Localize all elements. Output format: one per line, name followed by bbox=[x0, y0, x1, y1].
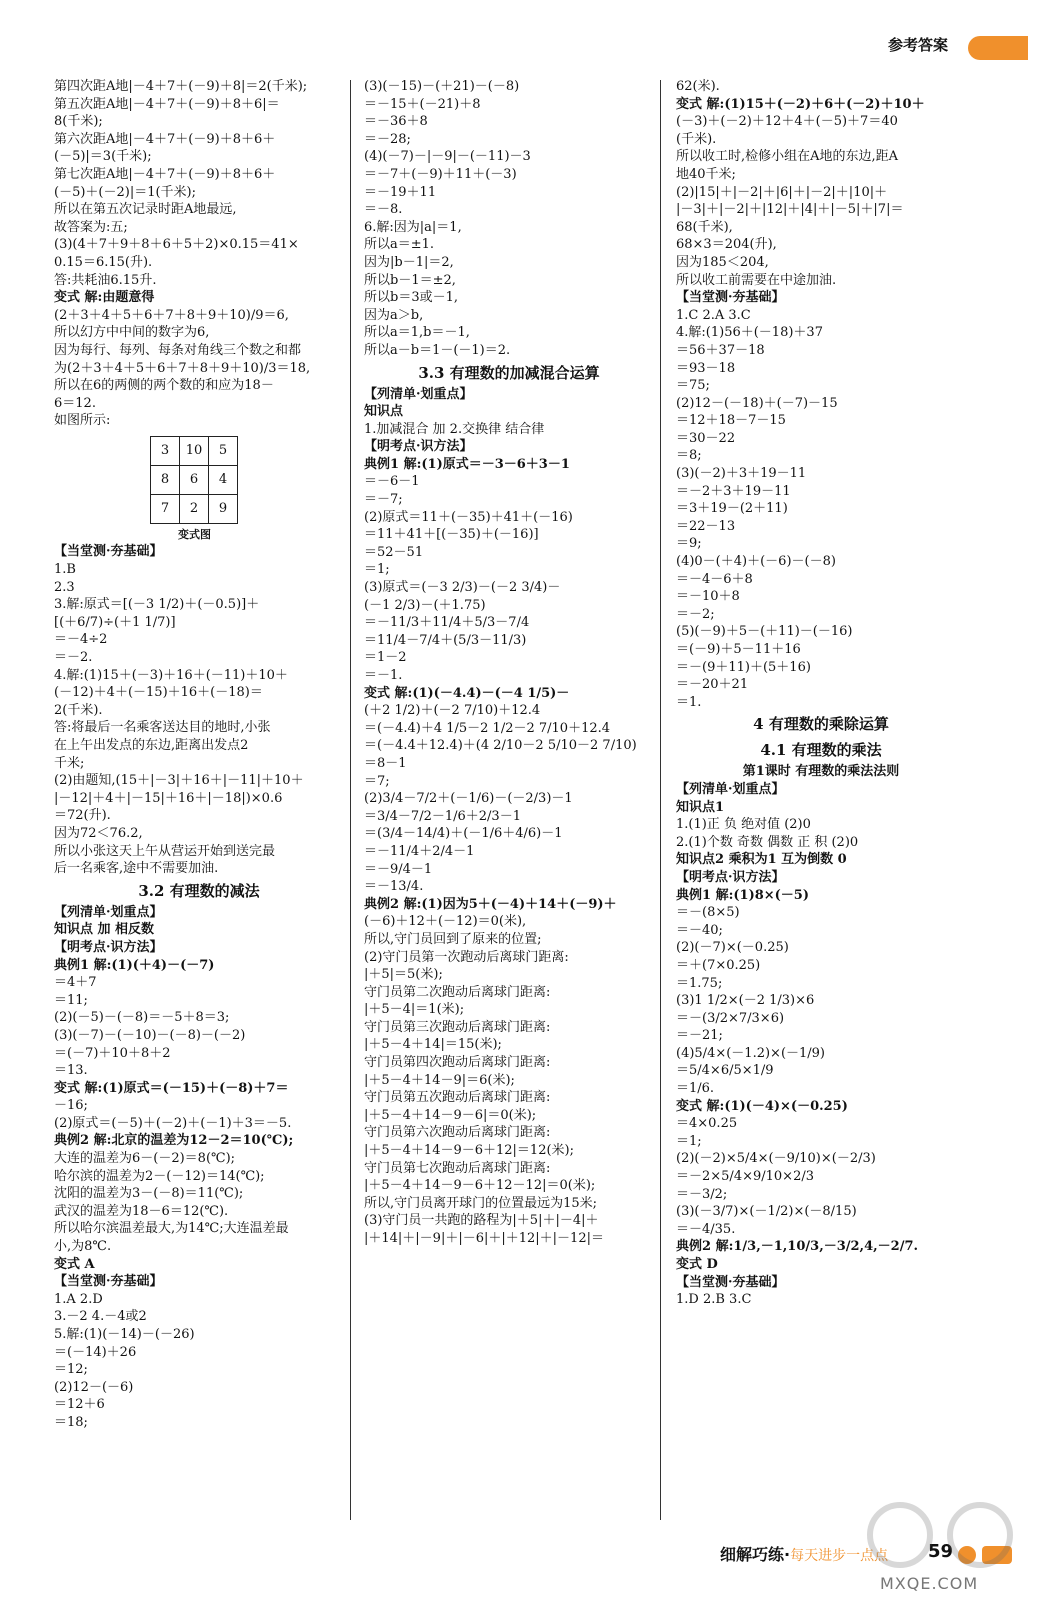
text-line: 【当堂测·夯基础】 bbox=[676, 290, 785, 306]
text-line: 第七次距A地|－4＋7＋(－9)＋8＋6＋ bbox=[54, 166, 276, 182]
text-line: 第五次距A地|－4＋7＋(－9)＋8＋6|＝ bbox=[54, 96, 280, 112]
magic-row bbox=[151, 465, 238, 494]
text-line: ＝－(8×5) bbox=[676, 905, 740, 921]
text-line: 武汉的温差为18－6＝12(℃). bbox=[54, 1203, 229, 1219]
text-line: 4.解:(1)56＋(－18)＋37 bbox=[676, 325, 823, 341]
text-line: ＝－11/3＋11/4＋5/3－7/4 bbox=[364, 615, 530, 631]
text-line: ＝－2×5/4×9/10×2/3 bbox=[676, 1169, 814, 1185]
text-line: (－5)|＝3(千米); bbox=[54, 149, 152, 165]
text-line: 变式 D bbox=[676, 1257, 718, 1272]
text-line: ＝－40; bbox=[676, 922, 723, 938]
text-line: (3)原式＝(－3 2/3)－(－2 3/4)－ bbox=[364, 580, 561, 596]
text-line: (3)(－15)－(＋21)－(－8) bbox=[364, 79, 520, 94]
text-line: 守门员第六次跑动后离球门距离: bbox=[364, 1125, 551, 1141]
text-line: ＝－2; bbox=[676, 606, 715, 622]
text-line: |＋5－4＋14|＝15(米); bbox=[364, 1037, 502, 1053]
text-line: (3)(4＋7＋9＋8＋6＋5＋2)×0.15＝41× bbox=[54, 237, 299, 253]
text-line: ＝(－4.4)＋4 1/5－2 1/2－2 7/10＋12.4 bbox=[364, 720, 611, 736]
text-line: ＝8; bbox=[676, 448, 702, 464]
text-line: (3)守门员一共跑的路程为|＋5|＋|－4|＋ bbox=[364, 1213, 599, 1229]
text-line: 6.解:因为|a|＝1, bbox=[364, 219, 462, 235]
text-line: ＝52－51 bbox=[364, 544, 424, 560]
text-line: －16; bbox=[54, 1098, 88, 1114]
text-line: 4.1 有理数的乘法 bbox=[760, 741, 882, 760]
text-line: 所以a＝1,b＝－1, bbox=[364, 325, 470, 341]
text-line: 【明考点·识方法】 bbox=[676, 869, 785, 885]
text-line: (－12)＋4＋(－15)＋16＋(－18)＝ bbox=[54, 685, 263, 701]
text-line: (2＋3＋4＋5＋6＋7＋8＋9＋10)/9＝6, bbox=[54, 307, 289, 323]
text-line: 2.3 bbox=[54, 579, 75, 595]
text-line: |＋5－4|＝1(米); bbox=[364, 1002, 465, 1018]
text-line: 小,为8℃. bbox=[54, 1239, 112, 1255]
text-line: ＝7; bbox=[364, 773, 390, 789]
text-line: (4)(－7)－|－9|－(－11)－3 bbox=[364, 149, 531, 165]
magic-cell: 2 bbox=[180, 494, 209, 523]
text-line: ＝－21; bbox=[676, 1028, 723, 1044]
text-line: ＝－4－6＋8 bbox=[676, 571, 753, 587]
text-line: ＝12＋18－7－15 bbox=[676, 413, 786, 429]
figure-caption: 变式图 bbox=[178, 527, 211, 541]
text-line: 如图所示: bbox=[54, 413, 111, 429]
text-line: 因为185＜204, bbox=[676, 254, 769, 270]
text-line: ＝－(3/2×7/3×6) bbox=[676, 1010, 785, 1026]
text-line: ＝－7; bbox=[364, 492, 403, 508]
text-line: 所以b＝3或－1, bbox=[364, 290, 458, 306]
text-line: (3)(－3/7)×(－1/2)×(－8/15) bbox=[676, 1204, 857, 1220]
text-line: ＝＋(7×0.25) bbox=[676, 957, 761, 973]
text-line: 典例1 解:(1)8×(－5) bbox=[676, 887, 810, 903]
text-line: ＝(－14)＋26 bbox=[54, 1344, 137, 1360]
text-line: ＝－(9＋11)＋(5＋16) bbox=[676, 659, 811, 675]
footer-slogan: 每天进步一点点 bbox=[790, 1548, 889, 1564]
text-line: ＝(－4.4＋12.4)＋(4 2/10－2 5/10－2 7/10) bbox=[364, 738, 637, 754]
text-line: 所以b－1＝±2, bbox=[364, 272, 456, 288]
text-line: ＝－10＋8 bbox=[676, 589, 740, 605]
text-line: 沈阳的温差为3－(－8)＝11(℃); bbox=[54, 1186, 244, 1202]
text-line: ＝11＋41＋[(－35)＋(－16)] bbox=[364, 527, 539, 543]
text-line: 68×3＝204(升), bbox=[676, 237, 777, 253]
text-line: ＝75; bbox=[676, 378, 710, 394]
text-line: (－1 2/3)－(＋1.75) bbox=[364, 597, 486, 613]
magic-cell: 4 bbox=[209, 465, 238, 494]
text-line: |＋5－4＋14－9－6|＝0(米); bbox=[364, 1107, 537, 1123]
text-line: ＝1; bbox=[676, 1133, 702, 1149]
text-line: 守门员第二次跑动后离球门距离: bbox=[364, 984, 551, 1000]
text-line: ＝72(升). bbox=[54, 808, 111, 824]
text-line: 变式 解:(1)(－4)×(－0.25) bbox=[676, 1098, 848, 1114]
text-line: |－12|＋4＋|－15|＋16＋|－18|)×0.6 bbox=[54, 790, 283, 806]
text-line: 典例2 解:1/3,－1,10/3,－3/2,4,－2/7. bbox=[676, 1239, 919, 1255]
text-line: (＋2 1/2)＋(－2 7/10)＋12.4 bbox=[364, 703, 541, 719]
header-label: 参考答案 bbox=[888, 36, 949, 54]
text-line: ＝－15＋(－21)＋8 bbox=[364, 96, 481, 112]
text-line: |＋5－4＋14－9|＝6(米); bbox=[364, 1072, 515, 1088]
text-line: ＝56＋37－18 bbox=[676, 342, 765, 358]
text-line: ＝1. bbox=[676, 694, 702, 710]
text-line: (3)1 1/2×(－2 1/3)×6 bbox=[676, 993, 815, 1009]
text-line: ＝3＋19－(2＋11) bbox=[676, 501, 788, 517]
text-line: 第四次距A地|－4＋7＋(－9)＋8|＝2(千米); bbox=[54, 79, 308, 94]
text-line: 所以幻方中中间的数字为6, bbox=[54, 325, 210, 341]
text-line: (－6)＋12＋(－12)＝0(米), bbox=[364, 914, 527, 930]
text-line: 知识点1 bbox=[676, 799, 725, 815]
text-line: ＝－28; bbox=[364, 131, 411, 147]
text-line: 地40千米; bbox=[676, 166, 736, 182]
text-line: 1.A 2.D bbox=[54, 1291, 103, 1307]
column-1-top bbox=[54, 78, 344, 430]
column-3 bbox=[676, 78, 966, 1523]
text-line: (2)12－(－6) bbox=[54, 1379, 134, 1395]
text-line: ＝1/6. bbox=[676, 1081, 715, 1097]
text-line: 6＝12. bbox=[54, 395, 96, 411]
text-line: 【明考点·识方法】 bbox=[54, 939, 163, 955]
text-line: 3.解:原式＝[(－3 1/2)＋(－0.5)]＋ bbox=[54, 597, 260, 613]
text-line: 变式 解:(1)15＋(－2)＋6＋(－2)＋10＋ bbox=[676, 96, 925, 112]
text-line: 所以a－b＝1－(－1)＝2. bbox=[364, 342, 511, 358]
text-line: (4)0－(＋4)＋(－6)－(－8) bbox=[676, 554, 836, 570]
text-line: ＝9; bbox=[676, 536, 702, 552]
text-line: (5)(－9)＋5－(＋11)－(－16) bbox=[676, 624, 853, 640]
magic-cell: 9 bbox=[209, 494, 238, 523]
text-line: 1.D 2.B 3.C bbox=[676, 1292, 752, 1308]
text-line: ＝12＋6 bbox=[54, 1397, 105, 1413]
text-line: 因为72＜76.2, bbox=[54, 825, 143, 841]
text-line: ＝1; bbox=[364, 562, 390, 578]
text-line: 4 有理数的乘除运算 bbox=[753, 715, 889, 734]
text-line: ＝－1. bbox=[364, 668, 403, 683]
text-line: |－3|＋|－2|＋|12|＋|4|＋|－5|＋|7|＝ bbox=[676, 202, 904, 218]
column-divider bbox=[660, 80, 661, 1520]
text-line: (3)(－7)－(－10)－(－8)－(－2) bbox=[54, 1027, 246, 1043]
text-line: 典例2 解:(1)因为5＋(－4)＋14＋(－9)＋ bbox=[364, 896, 617, 912]
footer-brand: 细解巧练· bbox=[720, 1545, 791, 1564]
text-line: |＋5－4＋14－9－6＋12－12|＝0(米); bbox=[364, 1178, 596, 1194]
text-line: 守门员第五次跑动后离球门距离: bbox=[364, 1090, 551, 1106]
text-line: ＝－11/4＋2/4－1 bbox=[364, 843, 475, 859]
text-line: 守门员第三次跑动后离球门距离: bbox=[364, 1019, 551, 1035]
text-line: (－5)＋(－2)|＝1(千米); bbox=[54, 184, 197, 200]
text-line: 【列清单·划重点】 bbox=[54, 904, 163, 920]
text-line: 所以收工前需要在中途加油. bbox=[676, 272, 837, 288]
text-line: 知识点 加 相反数 bbox=[54, 922, 155, 938]
magic-row bbox=[151, 436, 238, 465]
magic-cell: 6 bbox=[180, 465, 209, 494]
text-line: 典例1 解:(1)(＋4)－(－7) bbox=[54, 957, 215, 973]
text-line: ＝－3/2; bbox=[676, 1186, 728, 1202]
magic-cell: 5 bbox=[209, 436, 238, 465]
text-line: 守门员第七次跑动后离球门距离: bbox=[364, 1160, 551, 1176]
text-line: 【当堂测·夯基础】 bbox=[54, 1274, 163, 1290]
text-line: 所以哈尔滨温差最大,为14℃;大连温差最 bbox=[54, 1221, 289, 1237]
text-line: 在上午出发点的东边,距离出发点2 bbox=[54, 738, 249, 753]
text-line: ＝－9/4－1 bbox=[364, 861, 433, 877]
text-line: 第1课时 有理数的乘法法则 bbox=[742, 764, 900, 780]
text-line: 1.C 2.A 3.C bbox=[676, 307, 751, 323]
text-line: 千米; bbox=[54, 755, 85, 771]
text-line: 2.(1)个数 奇数 偶数 正 积 (2)0 bbox=[676, 834, 859, 850]
text-line: 8(千米); bbox=[54, 114, 103, 130]
text-line: ＝13. bbox=[54, 1063, 88, 1079]
text-line: (2)|15|＋|－2|＋|6|＋|－2|＋|10|＋ bbox=[676, 184, 888, 200]
text-line: (3)(－2)＋3＋19－11 bbox=[676, 466, 807, 482]
column-divider bbox=[350, 80, 351, 1520]
text-line: 62(米). bbox=[676, 79, 720, 94]
text-line: ＝22－13 bbox=[676, 518, 736, 534]
text-line: (2)3/4－7/2＋(－1/6)－(－2/3)－1 bbox=[364, 791, 573, 807]
text-line: (2)由题知,(15＋|－3|＋16＋|－11|＋10＋ bbox=[54, 773, 304, 789]
column-1 bbox=[54, 78, 344, 1523]
text-line: 1.加减混合 加 2.交换律 结合律 bbox=[364, 421, 545, 437]
text-line: 后一名乘客,途中不需要加油. bbox=[54, 861, 219, 877]
text-line: ＝－13/4. bbox=[364, 879, 424, 895]
text-line: 知识点 bbox=[364, 404, 404, 420]
text-line: 2(千米). bbox=[54, 702, 103, 718]
text-line: (2)(－2)×5/4×(－9/10)×(－2/3) bbox=[676, 1151, 876, 1167]
text-line: 【列清单·划重点】 bbox=[676, 781, 785, 797]
magic-square-figure bbox=[54, 436, 344, 544]
text-line: 所以收工时,检修小组在A地的东边,距A bbox=[676, 149, 899, 165]
text-line: ＝(3/4－14/4)＋(－1/6＋4/6)－1 bbox=[364, 826, 563, 842]
text-line: 答:将最后一名乘客送达目的地时,小张 bbox=[54, 720, 271, 736]
text-line: 所以小张这天上午从营运开始到送完最 bbox=[54, 843, 276, 859]
text-line: ＝(－9)＋5－11＋16 bbox=[676, 642, 801, 657]
text-line: 所以在第五次记录时距A地最远, bbox=[54, 202, 237, 218]
text-line: ＝－8. bbox=[364, 202, 403, 218]
text-line: 所以在6的两侧的两个数的和应为18－ bbox=[54, 378, 274, 394]
text-line: ＝93－18 bbox=[676, 360, 736, 376]
text-line: 典例1 解:(1)原式＝－3－6＋3－1 bbox=[364, 456, 570, 472]
text-line: (2)原式＝11＋(－35)＋41＋(－16) bbox=[364, 509, 573, 525]
text-line: 守门员第四次跑动后离球门距离: bbox=[364, 1055, 551, 1071]
text-line: 因为|b－1|＝2, bbox=[364, 254, 454, 270]
text-line: 4.解:(1)15＋(－3)＋16＋(－11)＋10＋ bbox=[54, 667, 288, 683]
text-line: ＝－2＋3＋19－11 bbox=[676, 483, 791, 499]
magic-cell: 10 bbox=[180, 436, 209, 465]
page-number: 59 bbox=[928, 1541, 954, 1562]
text-line: ＝4＋7 bbox=[54, 975, 97, 991]
text-line: ＝3/4－7/2－1/6＋2/3－1 bbox=[364, 808, 521, 824]
column-1-bottom bbox=[54, 543, 344, 1431]
text-line: ＝－2. bbox=[54, 650, 93, 666]
text-line: ＝－4/35. bbox=[676, 1221, 736, 1237]
text-line: 5.解:(1)(－14)－(－26) bbox=[54, 1327, 195, 1342]
text-line: (2)守门员第一次跑动后离球门距离: bbox=[364, 949, 569, 965]
text-line: 1.B bbox=[54, 562, 76, 578]
text-line: |＋14|＋|－9|＋|－6|＋|＋12|＋|－12|＝ bbox=[364, 1231, 604, 1246]
text-line: 变式 解:由题意得 bbox=[54, 290, 155, 306]
text-line: ＝5/4×6/5×1/9 bbox=[676, 1063, 774, 1079]
text-line: ＝1.75; bbox=[676, 975, 723, 991]
text-line: ＝－6－1 bbox=[364, 474, 420, 490]
text-line: 故答案为:五; bbox=[54, 219, 128, 235]
text-line: ＝－20＋21 bbox=[676, 677, 749, 693]
text-line: ＝11; bbox=[54, 992, 88, 1008]
text-line: ＝12; bbox=[54, 1362, 88, 1378]
header-tab-decoration bbox=[968, 36, 1028, 60]
text-line: 3.3 有理数的加减混合运算 bbox=[418, 363, 600, 382]
text-line: ＝(－7)＋10＋8＋2 bbox=[54, 1045, 171, 1061]
text-line: 因为a＞b, bbox=[364, 307, 424, 323]
text-line: 【当堂测·夯基础】 bbox=[54, 544, 163, 560]
text-line: 为(2＋3＋4＋5＋6＋7＋8＋9＋10)/3＝18, bbox=[54, 360, 311, 376]
text-line: (－3)＋(－2)＋12＋4＋(－5)＋7＝40 bbox=[676, 114, 898, 130]
text-line: 变式 A bbox=[54, 1256, 95, 1272]
text-line: (2)(－5)－(－8)＝－5＋8＝3; bbox=[54, 1010, 230, 1026]
text-line: ＝8－1 bbox=[364, 755, 407, 771]
text-line: 所以,守门员离开球门的位置最远为15米; bbox=[364, 1195, 598, 1211]
text-line: 变式 解:(1)(－4.4)－(－4 1/5)－ bbox=[364, 685, 570, 701]
text-line: 0.15＝6.15(升). bbox=[54, 254, 153, 270]
text-line: |＋5－4＋14－9－6＋12|＝12(米); bbox=[364, 1143, 574, 1159]
text-line: 大连的温差为6－(－2)＝8(℃); bbox=[54, 1151, 236, 1167]
text-line: 答:共耗油6.15升. bbox=[54, 272, 157, 288]
text-line: 68(千米), bbox=[676, 219, 733, 235]
magic-cell: 7 bbox=[151, 494, 180, 523]
column-2 bbox=[364, 78, 654, 1523]
text-line: 哈尔滨的温差为2－(－12)＝14(℃); bbox=[54, 1168, 265, 1184]
text-line: 3.－2 4.－4或2 bbox=[54, 1309, 147, 1325]
text-line: (2)12－(－18)＋(－7)－15 bbox=[676, 395, 838, 411]
text-line: 变式 解:(1)原式＝(－15)＋(－8)＋7＝ bbox=[54, 1080, 289, 1096]
text-line: ＝11/4－7/4＋(5/3－11/3) bbox=[364, 632, 527, 648]
magic-square bbox=[150, 436, 238, 524]
text-line: 知识点2 乘积为1 互为倒数 0 bbox=[676, 852, 847, 868]
watermark-text: MXQE.COM bbox=[880, 1574, 979, 1593]
text-line: ＝－19＋11 bbox=[364, 184, 437, 200]
text-line: ＝4×0.25 bbox=[676, 1116, 738, 1132]
text-line: 【列清单·划重点】 bbox=[364, 386, 473, 402]
text-line: 【当堂测·夯基础】 bbox=[676, 1274, 785, 1290]
text-line: ＝－36＋8 bbox=[364, 114, 428, 130]
text-line: 1.(1)正 负 绝对值 (2)0 bbox=[676, 817, 811, 833]
text-line: ＝－4÷2 bbox=[54, 632, 108, 648]
text-line: 第六次距A地|－4＋7＋(－9)＋8＋6＋ bbox=[54, 131, 276, 147]
text-line: 3.2 有理数的减法 bbox=[138, 881, 260, 900]
text-line: (2)(－7)×(－0.25) bbox=[676, 940, 789, 956]
text-line: 所以a＝±1. bbox=[364, 237, 435, 253]
text-line: [(＋6/7)÷(＋1 1/7)] bbox=[54, 614, 176, 630]
text-line: 因为每行、每列、每条对角线三个数之和都 bbox=[54, 342, 302, 358]
text-line: 所以,守门员回到了原来的位置; bbox=[364, 931, 542, 947]
text-line: ＝30－22 bbox=[676, 430, 736, 446]
magic-row bbox=[151, 494, 238, 523]
text-line: (4)5/4×(－1.2)×(－1/9) bbox=[676, 1045, 826, 1061]
magic-cell: 3 bbox=[151, 436, 180, 465]
text-line: ＝－7＋(－9)＋11＋(－3) bbox=[364, 166, 517, 182]
magic-cell: 8 bbox=[151, 465, 180, 494]
text-line: (千米). bbox=[676, 131, 717, 147]
text-line: |＋5|＝5(米); bbox=[364, 967, 443, 983]
text-line: 典例2 解:北京的温差为12－2＝10(℃); bbox=[54, 1133, 294, 1149]
text-line: 【明考点·识方法】 bbox=[364, 439, 473, 455]
text-line: (2)原式＝(－5)＋(－2)＋(－1)＋3＝－5. bbox=[54, 1115, 292, 1131]
text-line: ＝18; bbox=[54, 1414, 88, 1430]
text-line: ＝1－2 bbox=[364, 650, 407, 666]
